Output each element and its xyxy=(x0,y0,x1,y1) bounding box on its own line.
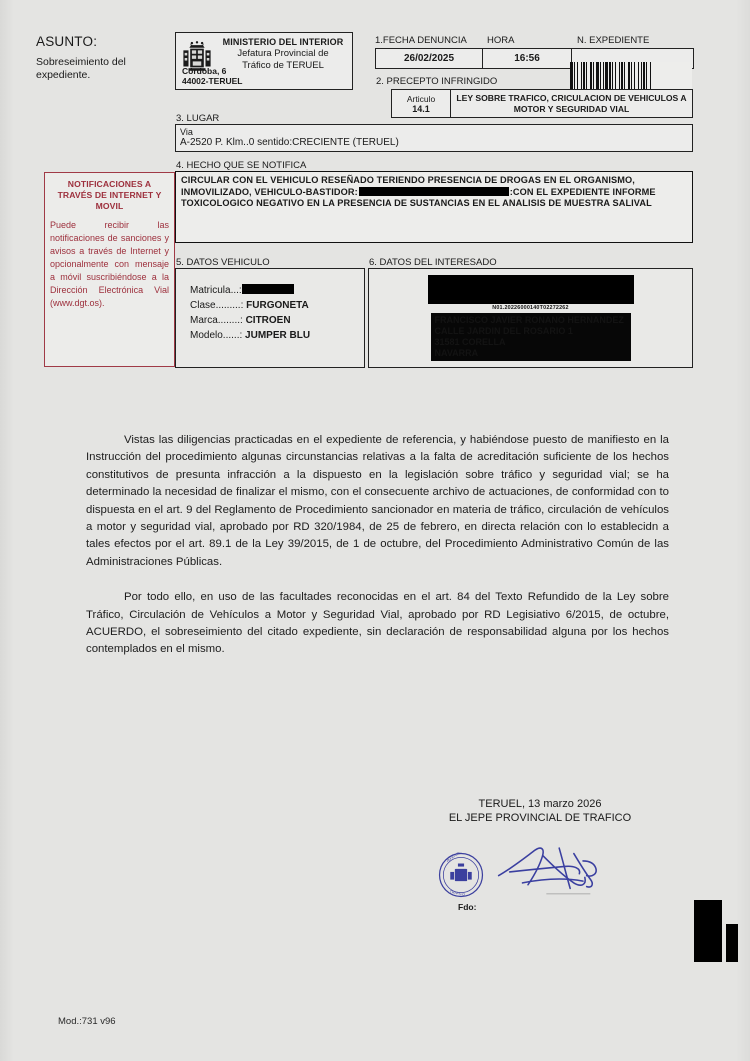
interesado-city: 31581 CORELLA xyxy=(434,337,506,347)
model-footer: Mod.:731 v96 xyxy=(58,1016,116,1027)
document-body xyxy=(86,432,669,677)
modelo-value: JUMPER BLU xyxy=(245,330,311,341)
subject-text: Sobreseimiento del expediente. xyxy=(36,56,126,81)
precepto-description: LEY SOBRE TRAFICO, CRICULACION DE VEHICULOS A MOTOR Y SEGURIDAD VIAL xyxy=(450,89,693,118)
svg-text:JEFATURA: JEFATURA xyxy=(445,852,463,863)
subject-label: ASUNTO: xyxy=(36,34,98,49)
vehiculo-row-clase xyxy=(190,298,364,313)
hora-value: 16:56 xyxy=(482,48,572,69)
datos-vehiculo-label: 5. DATOS VEHICULO xyxy=(176,257,270,268)
precepto-box xyxy=(391,89,693,118)
interesado-street: CALLE JARDIN DEL ROSARIO 1 xyxy=(434,326,573,336)
ministry-address xyxy=(182,66,242,86)
matricula-key: Matricula...: xyxy=(190,285,242,296)
datos-interesado-box xyxy=(368,268,693,368)
interesado-address-block xyxy=(431,313,631,361)
notifications-body: Puede recibir las notificaciones de sanciones y avisos a través de Internet y opcionalmente con mensaje a móvil suscribiéndose a la Dirección Electrónica Vial (www.dgt.os). xyxy=(50,220,169,308)
articulo-cell xyxy=(391,89,451,118)
fecha-denuncia-label: 1.FECHA DENUNCIA xyxy=(375,35,467,46)
lugar-box xyxy=(175,124,693,152)
hecho-box xyxy=(175,171,693,243)
marca-key: Marca........: xyxy=(190,315,243,326)
interesado-name: FRANCISCO JAVIER RONANO HERNANDEZ xyxy=(434,315,624,325)
articulo-label: Articulo xyxy=(406,93,436,104)
clase-key: Clase.........: xyxy=(190,300,244,311)
lugar-label: 3. LUGAR xyxy=(176,113,220,124)
redaction-bar-icon xyxy=(242,284,294,294)
interesado-province: NAVARRA xyxy=(434,348,479,358)
ministry-office-line1: Jefatura Provincial de xyxy=(237,48,329,59)
redaction-block-icon xyxy=(428,275,634,304)
ministry-office-line2: Tráfico de TERUEL xyxy=(242,60,324,71)
svg-text:TRAFICO: TRAFICO xyxy=(449,889,466,897)
signature-title: EL JEPE PROVINCIAL DE TRAFICO xyxy=(448,812,632,824)
clase-value: FURGONETA xyxy=(246,300,309,311)
signature-place-date: TERUEL, 13 marzo 2026 xyxy=(478,798,602,810)
vehiculo-row-modelo xyxy=(190,328,364,343)
lugar-value: A-2520 P. Klm..0 sentido:CRECIENTE (TERUEL) xyxy=(180,137,399,148)
hecho-text-part2: :CON EL EXPEDIENTE INFORME TOXICOLOGICO NEGATIVO EN LA PRESENCIA DE SUSTANCIAS EN EL ANALISIS DE MUESTRA SALIVAL xyxy=(181,186,656,209)
signature-block xyxy=(400,798,680,914)
ministry-name: MINISTERIO DEL INTERIOR xyxy=(222,37,344,47)
body-paragraph-1: Vistas las diligencias practicadas en el expediente de referencia, y habiéndose puesto de manifiesto en la Instrucción del procedimiento algunas circunstancias relativas a la falta de acreditación suficiente de los hechos constitutivos de presunta infracción a la dispuesto en la legislación sobre tráfico y seguridad vial; se ha determinado la necesidad de finalizar el mismo, con el consecuente archivo de actuaciones, de conformidad con to dispuesta en el art. 9 del Reglamento de Procedimiento sancionador en materia de tráfico, circulación de vehículos a motor y seguridad vial, aprobado por RD 320/1984, de 25 de febrero, en directa relación con lo establecidn a tales efectos por el art. 89.1 de la Ley 39/2015, de 1 de octubre, del Procedimiento Administrativo Común de las Administraciones Públicas. xyxy=(86,434,669,568)
hecho-label: 4. HECHO QUE SE NOTIFICA xyxy=(176,160,307,171)
notifications-title: NOTIFICACIONES A TRAVÉS DE INTERNET Y MOVIL xyxy=(57,179,162,211)
body-paragraph-2: Por todo ello, en uso de las facultades reconocidas en el art. 84 del Texto Refundido de la Ley sobre Tráfico, Circulación de Vehículos a Motor y Seguridad Vial, aprobado por RD Legisiativo 6/2015, de octubre, ACUERDO, el sobreseimiento del citado expediente, sin declaración de responsabilidad alguna por los hechos contemplados en el mismo. xyxy=(86,591,669,656)
vehiculo-row-marca xyxy=(190,313,364,328)
marca-value: CITROEN xyxy=(245,315,291,326)
datos-interesado-label: 6. DATOS DEL INTERESADO xyxy=(369,257,497,268)
redaction-bar-icon xyxy=(359,187,509,196)
via-label: Via xyxy=(180,127,193,137)
black-registration-mark-icon xyxy=(726,924,738,962)
fdo-label: Fdo: xyxy=(458,902,477,912)
official-round-stamp-icon xyxy=(438,852,484,898)
precepto-label: 2. PRECEPTO INFRINGIDO xyxy=(376,76,498,87)
black-registration-mark-icon xyxy=(694,900,722,962)
subject-block xyxy=(36,34,166,82)
datos-vehiculo-box xyxy=(175,268,365,368)
barcode-icon xyxy=(570,62,692,90)
interesado-reference-number: N01.20226000140T02272262 xyxy=(492,305,569,311)
modelo-key: Modelo......: xyxy=(190,330,243,341)
ministry-address-city: 44002-TERUEL xyxy=(182,76,243,86)
articulo-value: 14.1 xyxy=(412,103,430,114)
hora-label: HORA xyxy=(487,35,515,46)
expediente-label: N. EXPEDIENTE xyxy=(577,35,650,46)
ministry-address-street: Córdoba, 6 xyxy=(182,66,227,76)
fecha-denuncia-value: 26/02/2025 xyxy=(375,48,483,69)
ministry-header-box xyxy=(175,32,353,90)
internet-notifications-box xyxy=(44,172,175,367)
handwritten-signature-icon xyxy=(495,840,605,902)
vehiculo-row-matricula xyxy=(190,283,364,298)
hecho-text-part1: CIRCULAR CON EL VEHICULO RESEÑADO TERIENDO PRESENCIA DE DROGAS EN EL ORGANISMO, INMOVILIZADO, VEHICULO-BASTIDOR: xyxy=(181,175,635,197)
